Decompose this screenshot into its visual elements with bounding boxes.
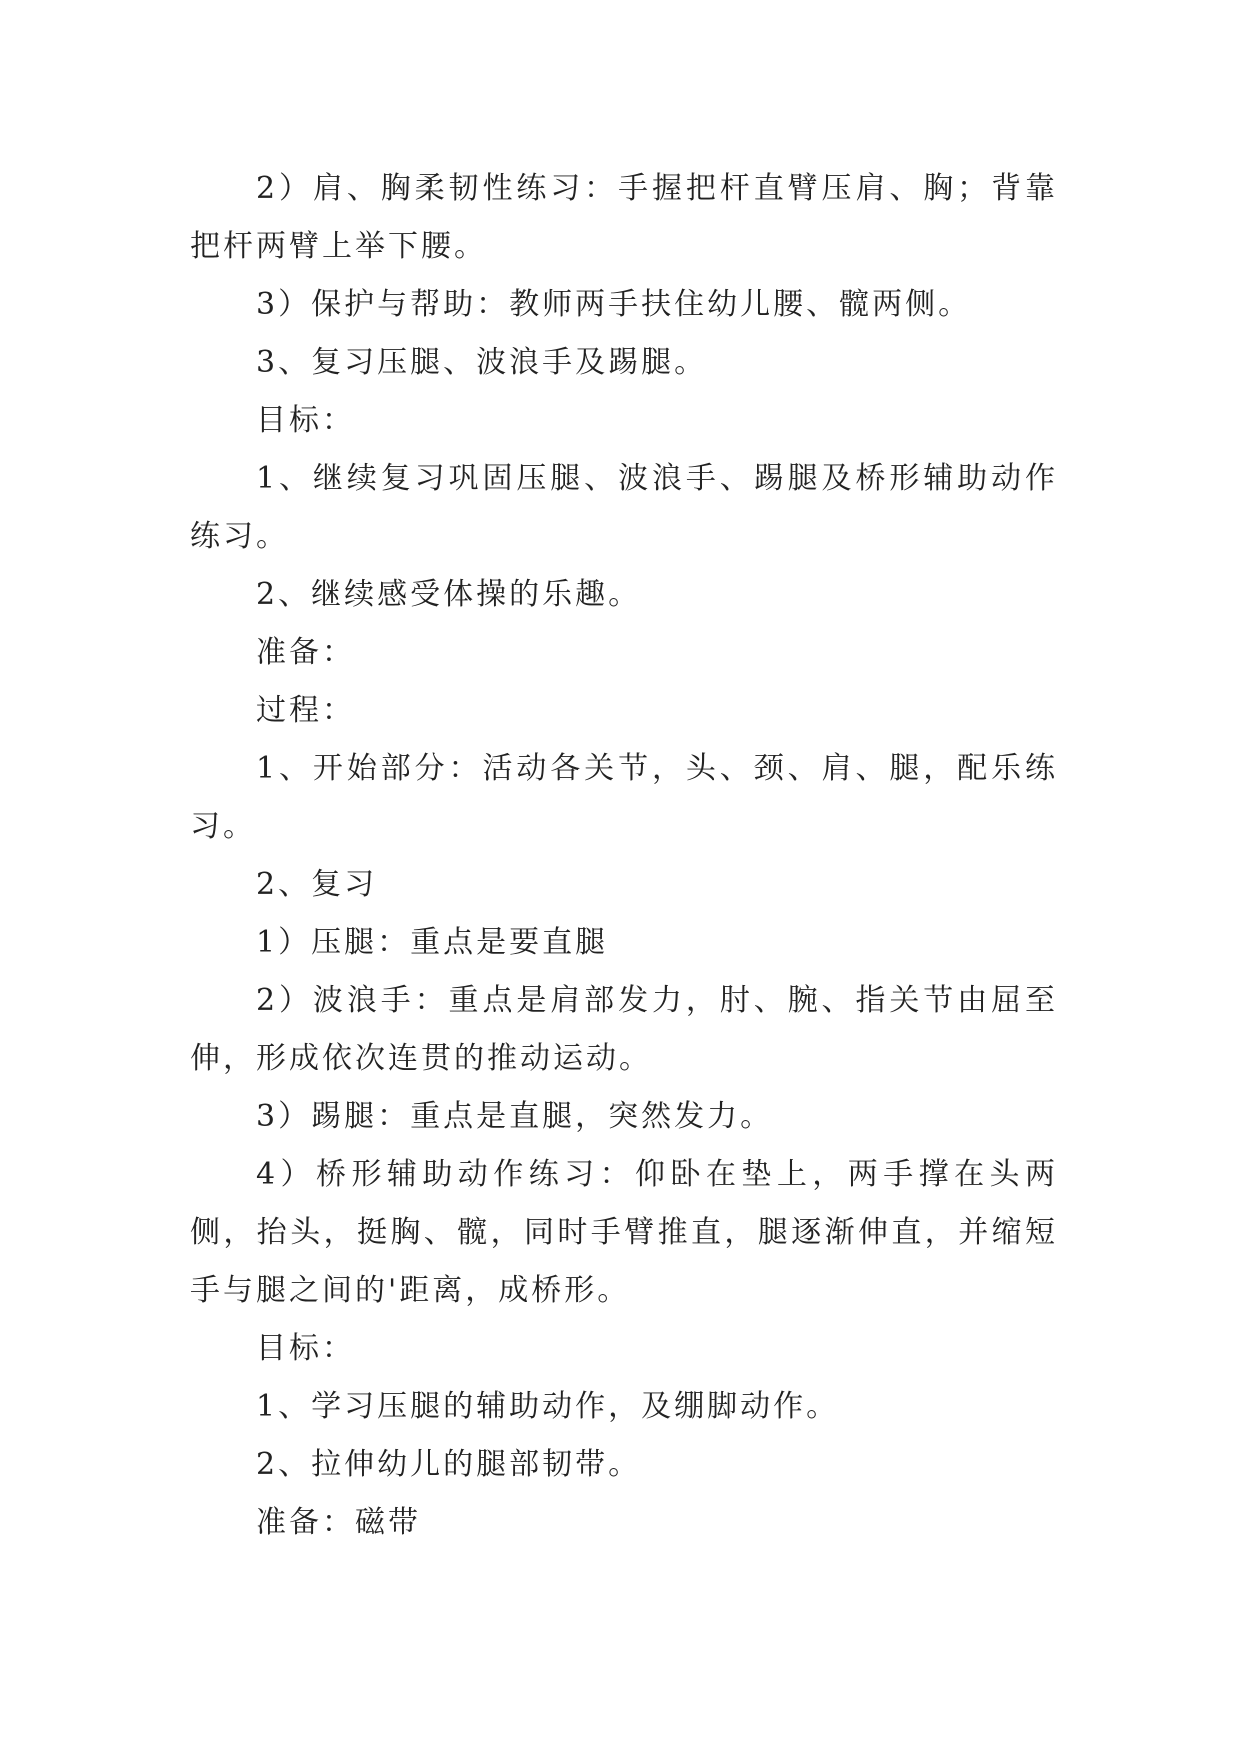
paragraph: 2）肩、胸柔韧性练习：手握把杆直臂压肩、胸；背靠把杆两臂上举下腰。 [190, 171, 1058, 264]
paragraph: 目标： [256, 403, 355, 438]
paragraph: 目标： [256, 1331, 355, 1366]
paragraph: 1、继续复习巩固压腿、波浪手、踢腿及桥形辅助动作练习。 [190, 461, 1058, 554]
document-body [190, 160, 1058, 1552]
paragraph: 2）波浪手：重点是肩部发力，肘、腕、指关节由屈至伸，形成依次连贯的推动运动。 [190, 983, 1058, 1076]
paragraph: 1）压腿：重点是要直腿 [256, 925, 609, 960]
paragraph: 3）保护与帮助：教师两手扶住幼儿腰、髋两侧。 [256, 287, 972, 322]
paragraph: 过程： [256, 693, 355, 728]
paragraph: 4）桥形辅助动作练习：仰卧在垫上，两手撑在头两侧，抬头，挺胸、髋，同时手臂推直，腿逐渐伸直，并缩短手与腿之间的'距离，成桥形。 [190, 1157, 1058, 1308]
paragraph: 2、继续感受体操的乐趣。 [256, 577, 642, 612]
paragraph: 准备：磁带 [256, 1505, 421, 1540]
paragraph: 2、拉伸幼儿的腿部韧带。 [256, 1447, 642, 1482]
paragraph: 1、开始部分：活动各关节，头、颈、肩、腿，配乐练习。 [190, 751, 1058, 844]
paragraph: 3、复习压腿、波浪手及踢腿。 [256, 345, 708, 380]
paragraph: 2、复习 [256, 867, 378, 902]
paragraph: 1、学习压腿的辅助动作，及绷脚动作。 [256, 1389, 840, 1424]
paragraph: 3）踢腿：重点是直腿，突然发力。 [256, 1099, 774, 1134]
paragraph: 准备： [256, 635, 355, 670]
